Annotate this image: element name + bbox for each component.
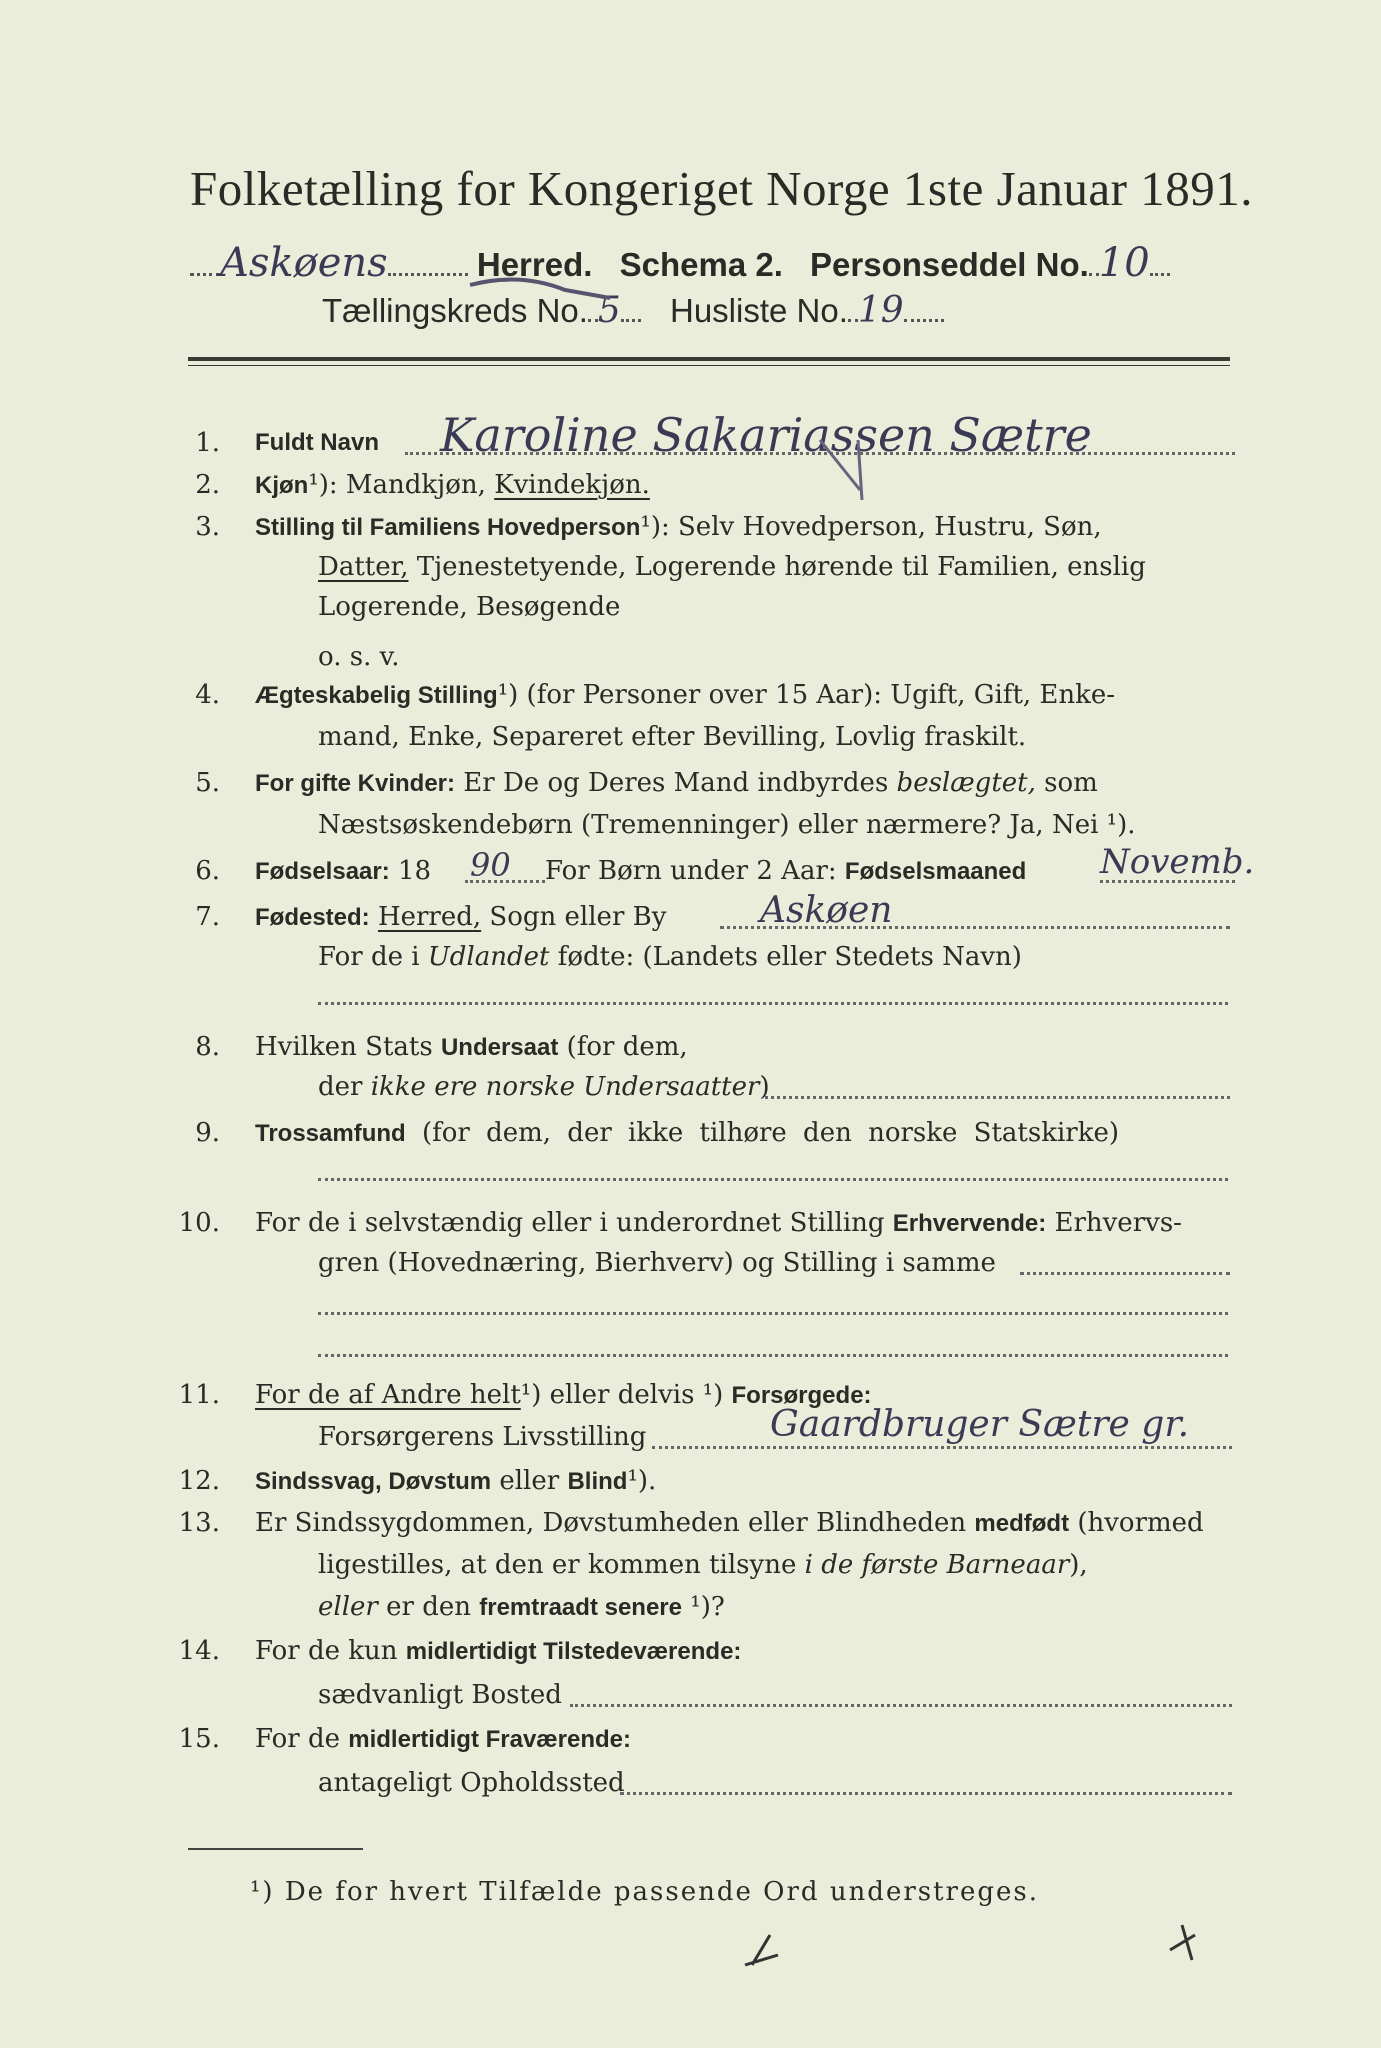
item-text: ¹): Mandkjøn, <box>308 470 495 500</box>
item-number: 13. <box>178 1508 220 1538</box>
birthplace-value: Askøen <box>760 890 893 931</box>
item-number: 1. <box>195 428 220 458</box>
item-text: ¹) (for Personer over 15 Aar): Ugift, Gift, Enke- <box>497 680 1116 710</box>
item-text: mand, Enke, Separeret efter Bevilling, Lovlig fraskilt. <box>318 722 1027 752</box>
selected-option: Datter, <box>318 552 409 582</box>
personseddel-value: 10 <box>1098 240 1150 286</box>
item-number: 14. <box>178 1636 220 1666</box>
item-label: medfødt <box>974 1510 1070 1537</box>
item-number: 3. <box>195 512 220 542</box>
item-label: Erhvervende: <box>892 1210 1047 1237</box>
item-number: 9. <box>195 1118 220 1148</box>
personseddel-label: Personseddel No. <box>810 246 1089 283</box>
item-label: For gifte Kvinder: <box>255 770 456 797</box>
item-text: ligestilles, at den er kommen tilsyne <box>318 1550 805 1580</box>
item-text: fødte: (Landets eller Stedets Navn) <box>549 942 1022 972</box>
item-number: 5. <box>195 768 220 798</box>
item-number: 11. <box>178 1380 220 1410</box>
footnote: ¹) De for hvert Tilfælde passende Ord understreges. <box>250 1877 1040 1907</box>
item-text: Hvilken Stats <box>255 1032 441 1062</box>
item-number: 12. <box>178 1466 220 1496</box>
item-label: midlertidigt Fraværende: <box>348 1726 631 1753</box>
item-text: Udlandet <box>427 942 550 972</box>
selected-option: Kvindekjøn. <box>494 470 650 500</box>
item-text: ) <box>759 1072 770 1102</box>
item-text: ¹): Selv Hovedperson, Hustru, Søn, <box>640 512 1102 542</box>
item-text: Logerende, Besøgende <box>318 592 621 622</box>
item-text: som <box>1035 768 1098 798</box>
item-text: Næstsøskendebørn (Tremenninger) eller nærmere? Ja, Nei ¹). <box>318 810 1136 840</box>
item-label: Sindssvag, Døvstum <box>255 1468 492 1495</box>
taellingskreds-label: Tællingskreds No. <box>322 292 588 329</box>
item-text: Sogn eller By <box>481 902 667 932</box>
item-label: Stilling til Familiens Hovedperson <box>255 514 641 541</box>
item-text: Erhvervs- <box>1046 1208 1182 1238</box>
item-number: 2. <box>195 470 220 500</box>
item-label: Trossamfund <box>255 1120 406 1147</box>
item-label: Fuldt Navn <box>255 429 379 456</box>
item-text: ikke ere norske Undersaatter <box>370 1072 760 1102</box>
birth-year-value: 90 <box>470 846 511 884</box>
item-text: i de første Barneaar <box>804 1550 1070 1580</box>
item-text: For Børn under 2 Aar: <box>545 856 845 886</box>
item-text: Er De og Deres Mand indbyrdes <box>455 768 897 798</box>
item-text: (for dem, <box>558 1032 688 1062</box>
item-number: 10. <box>178 1208 220 1238</box>
item-text: eller <box>491 1466 568 1496</box>
item-text: ¹)? <box>682 1592 725 1622</box>
item-label: Fødselsaar: <box>255 858 390 885</box>
item-number: 4. <box>195 680 220 710</box>
husliste-label: Husliste No. <box>670 292 848 329</box>
item-text: For de <box>255 1724 349 1754</box>
birth-month-value: Novemb. <box>1100 842 1255 882</box>
item-label: midlertidigt Tilstedeværende: <box>405 1638 742 1665</box>
item-text: sædvanligt Bosted <box>318 1680 562 1710</box>
item-number: 15. <box>178 1724 220 1754</box>
selected-option: Herred, <box>377 902 482 932</box>
item-text: ¹) eller delvis ¹) <box>520 1380 732 1410</box>
item-text: o. s. v. <box>318 642 400 672</box>
item-number: 8. <box>195 1032 220 1062</box>
item-text: ), <box>1069 1550 1088 1580</box>
schema-label: Schema 2. <box>619 246 783 283</box>
item-label: Forsørgede: <box>731 1382 872 1409</box>
item-label: Kjøn <box>255 472 309 499</box>
item-number: 7. <box>195 902 220 932</box>
husliste-value: 19 <box>857 290 904 331</box>
item-label: fremtraadt senere <box>479 1594 682 1621</box>
item-text: der <box>318 1072 371 1102</box>
item-text: gren (Hovednæring, Bierhverv) og Stilling i samme <box>318 1248 996 1278</box>
item-text: Forsørgerens Livsstilling <box>318 1422 647 1452</box>
item-text: antageligt Opholdssted <box>318 1768 625 1798</box>
item-label: Undersaat <box>440 1034 559 1061</box>
item-number: 6. <box>195 856 220 886</box>
item-text: beslægtet, <box>896 768 1036 798</box>
item-text: (hvormed <box>1069 1508 1204 1538</box>
item-label: Fødselsmaaned <box>844 858 1027 885</box>
item-text: Tjenestetyende, Logerende hørende til Familien, enslig <box>408 552 1146 582</box>
forsorger-value: Gaardbruger Sætre gr. <box>770 1404 1190 1445</box>
item-text: 18 <box>389 856 432 886</box>
herred-label: Herred. <box>476 246 593 283</box>
item-text: eller <box>318 1592 378 1622</box>
item-label: Fødested: <box>255 904 370 931</box>
item-text: For de i <box>318 942 428 972</box>
herred-value: Askøens <box>220 240 388 286</box>
taellingskreds-value: 5 <box>597 290 621 331</box>
selected-option: For de af Andre helt <box>255 1380 521 1410</box>
item-text: ¹). <box>627 1466 657 1496</box>
item-text: Er Sindssygdommen, Døvstumheden eller Blindheden <box>255 1508 975 1538</box>
item-text: For de i selvstændig eller i underordnet Stilling <box>255 1208 893 1238</box>
item-label: Ægteskabelig Stilling <box>255 682 498 709</box>
item-text: er den <box>377 1592 480 1622</box>
item-label: Blind <box>567 1468 628 1495</box>
form-title: Folketælling for Kongeriget Norge 1ste Januar 1891. <box>190 161 1253 216</box>
item-text: For de kun <box>255 1636 406 1666</box>
item-text: (for dem, der ikke tilhøre den norske Statskirke) <box>405 1118 1120 1148</box>
name-value: Karoline Sakariassen Sætre <box>440 408 1092 462</box>
